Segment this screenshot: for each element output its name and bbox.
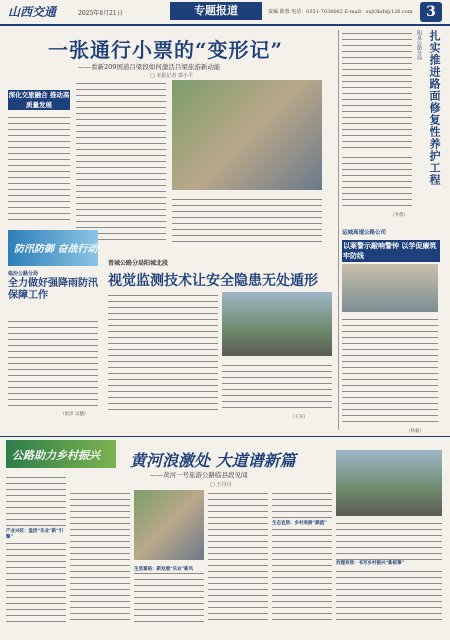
bottom-byline: □ 王丹丹 [210,482,232,488]
right-mid-sign: （杨毅） [406,429,424,434]
bottom-col-1 [6,474,66,624]
left-heading-org: 临汾公路分局 [8,271,39,277]
right-mid-photo [342,264,438,312]
bottom-subhead-3: 生态宜居：乡村美丽“颜值” [272,520,332,526]
issue-date: 2025年8月21日 [78,10,123,17]
lead-subhead: ——看新209国道吕梁段如何激活吕梁旅游新动能 [78,63,221,71]
right-mid-text [342,316,438,426]
right-column-text-2 [342,154,412,210]
bottom-title: 黄河浪激处 大道谱新篇 [130,451,296,470]
lead-headline: 一张通行小票的“变形记” [48,38,284,62]
mid-org: 晋城公路分局阳城北段 [108,260,169,267]
lead-column-1 [76,80,166,240]
mid-column-1 [108,292,218,412]
section-label: 专题报道 [170,2,262,20]
bottom-banner-text: 公路助力乡村振兴 [12,449,100,462]
bottom-col-2 [70,490,130,624]
right-org: 阳泉公路分局 [416,30,422,60]
bottom-photo-1 [134,490,204,560]
left-sign: （张淳 吴穗） [60,412,89,417]
lead-photo [172,80,322,190]
mid-title: 视觉监测技术让安全隐患无处遁形 [108,273,318,289]
bottom-divider [0,436,450,437]
bottom-photo-2 [336,450,442,516]
bottom-banner [6,440,116,468]
mid-photo [222,292,332,356]
bottom-subhead-4: 治理有效：书写乡村振兴“新叙事” [336,560,442,566]
left-column-text [8,114,70,224]
mid-column-2 [222,362,332,412]
flood-banner [8,230,98,266]
bottom-col-6 [336,520,442,624]
lead-byline: □ 本报记者 郭小平 [150,73,193,79]
right-title: 扎实推进路面修复性养护工程 [428,30,441,186]
bottom-col-5 [272,490,332,624]
page-number: 3 [420,2,442,22]
right-column-text [342,30,412,150]
left-heading: 全力做好强降雨防汛保障工作 [8,278,98,301]
bottom-subhead-2: 生活富裕：新发展“乐业”新风 [134,566,204,572]
bottom-subtitle: ——黄河一号旅游公路临县段见闻 [150,471,248,479]
lead-column-2 [172,196,322,246]
flood-banner-text: 防汛防御 奋战行动 [14,244,98,255]
left-tag: 深化交旅融合 推动高质量发展 [8,91,70,109]
right-mid-org: 运城高速公路公司 [342,230,387,236]
bottom-subhead-1: 产业兴旺：盘活“乐业”新“引擎” [6,528,66,540]
editor-contacts: 责编 陈蓉 电话：0351-7038062 E-mail：sxjt3bdl@126.com [268,9,413,15]
left-heading-text [8,318,98,408]
mid-sign: （王军） [290,415,308,420]
right-mid-title: 以案警示敲响警钟 以学促廉筑牢防线 [342,240,440,262]
right-sign: （李倩） [390,213,408,218]
bottom-col-3 [134,564,204,624]
column-divider [338,30,339,430]
bottom-col-4 [208,490,268,624]
newspaper-logo: 山西交通 [8,5,57,19]
